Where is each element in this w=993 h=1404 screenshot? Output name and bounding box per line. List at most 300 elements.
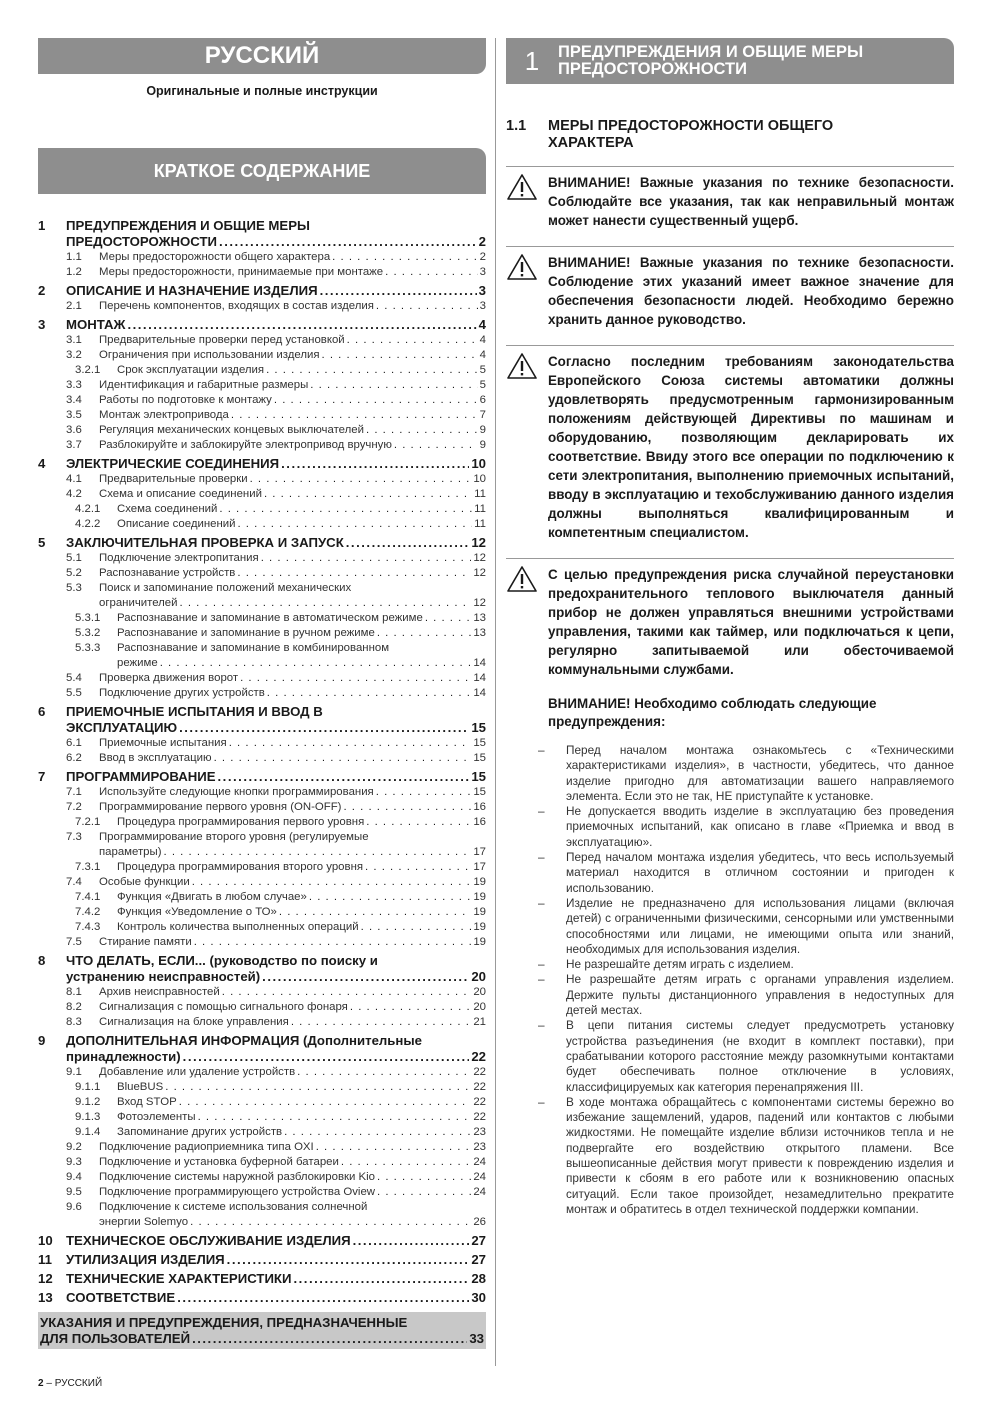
- toc-title: Фотоэлементы: [117, 1111, 196, 1123]
- toc-page: 23: [473, 1141, 486, 1153]
- list-item: [506, 957, 954, 972]
- toc-page: 17: [473, 846, 486, 858]
- toc-title: Процедура программирования второго уровня: [117, 861, 364, 873]
- toc-number: 10: [38, 1233, 53, 1248]
- toc-entry[interactable]: [38, 641, 486, 671]
- toc-page: 14: [473, 672, 486, 684]
- toc-chapter[interactable]: [38, 953, 486, 985]
- toc-page: 10: [471, 456, 486, 471]
- toc-page: 5: [479, 379, 486, 391]
- toc-page: 6: [479, 394, 486, 406]
- toc-entry[interactable]: [38, 1110, 486, 1125]
- toc-number: 7.1: [66, 786, 82, 798]
- toc-page: 9: [479, 439, 486, 451]
- warning-triangle-icon: [506, 352, 548, 542]
- toc-number: 9.3: [66, 1156, 82, 1168]
- toc-number: 7: [38, 769, 46, 784]
- toc-title: ЭЛЕКТРИЧЕСКИЕ СОЕДИНЕНИЯ: [66, 456, 280, 471]
- toc-number: 11: [38, 1252, 52, 1267]
- warning-triangle-icon: [506, 565, 548, 679]
- toc-entry[interactable]: [38, 905, 486, 920]
- toc-number: 9.1.4: [75, 1126, 101, 1138]
- toc-chapter[interactable]: [38, 317, 486, 333]
- toc-page: 14: [473, 657, 486, 669]
- toc-page: 12: [473, 552, 486, 564]
- toc-page: 30: [471, 1290, 486, 1305]
- toc-entry[interactable]: [38, 1140, 486, 1155]
- toc-title: Запоминание других устройств: [117, 1126, 283, 1138]
- list-dash: –: [538, 1018, 545, 1033]
- toc-title: ОПИСАНИЕ И НАЗНАЧЕНИЕ ИЗДЕЛИЯ: [66, 283, 318, 298]
- toc-number: 9.6: [66, 1201, 82, 1213]
- toc-entry[interactable]: [38, 502, 486, 517]
- toc-entry[interactable]: [38, 265, 486, 280]
- toc-number: 12: [38, 1271, 53, 1286]
- list-item-text: Перед началом монтажа ознакомьтесь с «Техническими характеристиками изделия», в частности, убедитесь, что данное изделие пригодно для автоматизации вашего направляемого элемента. Если это не так, НЕ приступайте к установке.: [566, 743, 954, 803]
- right-column: [506, 38, 954, 1217]
- toc-title: Меры предосторожности общего характера: [99, 251, 331, 263]
- toc-title: ДОПОЛНИТЕЛЬНАЯ ИНФОРМАЦИЯ (Дополнительные: [66, 1033, 422, 1048]
- list-item: [506, 1095, 954, 1217]
- toc-entry[interactable]: [38, 333, 486, 348]
- toc-banner: КРАТКОЕ СОДЕРЖАНИЕ: [38, 148, 486, 194]
- toc-title: Подключение к системе использования солнечной: [99, 1201, 368, 1213]
- toc-chapter[interactable]: [38, 1271, 486, 1287]
- toc-number: 4.1: [66, 473, 82, 485]
- toc-chapter[interactable]: [38, 1033, 486, 1065]
- toc-number: 3: [38, 317, 46, 332]
- user-entry-line2: ДЛЯ ПОЛЬЗОВАТЕЛЕЙ: [40, 1331, 191, 1346]
- toc-number: 4.2.2: [75, 518, 101, 530]
- toc-title: Особые функции: [99, 876, 190, 888]
- warning-text: С целью предупреждения риска случайной переустановки предохранительного теплового выключателя данный прибор не должен управляться внешними устройствами управления, такими как таймер, или подключаться к цепи, регулярно запитываемой или обесточиваемой коммунальными службами.: [548, 567, 954, 677]
- toc-title: BlueBUS: [117, 1081, 164, 1093]
- toc-number: 3.2: [66, 349, 82, 361]
- toc-number: 5.5: [66, 687, 82, 699]
- toc-number: 1.2: [66, 266, 82, 278]
- toc-number: 7.2.1: [75, 816, 101, 828]
- toc-number: 5.2: [66, 567, 82, 579]
- toc-entry[interactable]: [38, 551, 486, 566]
- attention-heading: ВНИМАНИЕ! Необходимо соблюдать следующие предупреждения:: [548, 696, 877, 729]
- toc-entry[interactable]: [38, 1015, 486, 1030]
- toc-page: 11: [474, 503, 486, 515]
- toc-title: Сигнализация с помощью сигнального фонаря: [99, 1001, 348, 1013]
- toc-number: 5.3: [66, 582, 82, 594]
- toc-number: 7.5: [66, 936, 82, 948]
- toc-page: 3: [479, 300, 486, 312]
- toc-entry[interactable]: [38, 1170, 486, 1185]
- toc-page: 5: [479, 364, 486, 376]
- toc-entry[interactable]: [38, 815, 486, 830]
- toc-number: 9.1.2: [75, 1096, 101, 1108]
- toc-title: ПРОГРАММИРОВАНИЕ: [66, 769, 216, 784]
- toc-page: 23: [473, 1126, 486, 1138]
- toc-title: Контроль количества выполненных операций: [117, 921, 359, 933]
- toc-title-continued: энергии Solemyo: [99, 1216, 189, 1228]
- toc-entry[interactable]: [38, 935, 486, 950]
- toc-title: ПРЕДУПРЕЖДЕНИЯ И ОБЩИЕ МЕРЫ: [66, 218, 310, 233]
- list-item-text: В ходе монтажа обращайтесь с компонентами системы бережно во избежание защемлений, ударов, падений или контактов с любыми жидкостями. Не помещайте изделие вблизи источников тепла и не подвергайте его воздействию открытого пламени. Все вышеописанные действия могут привести к повреждению изделия и привести к сбоям в его работе или к возникновению опасных ситуаций. Если такое произойдет, незамедлительно прекратите монтаж и обратитесь в отдел технической поддержки компании.: [566, 1094, 954, 1216]
- toc-title: МОНТАЖ: [66, 317, 126, 332]
- toc-title: Регуляция механических концевых выключателей: [99, 424, 364, 436]
- section-title-line2: ПРЕДОСТОРОЖНОСТИ: [558, 60, 747, 78]
- toc-page: 24: [473, 1186, 486, 1198]
- toc-page: 12: [473, 567, 486, 579]
- toc-number: 1.1: [66, 251, 82, 263]
- subsection-heading: [506, 118, 954, 152]
- list-item: [506, 850, 954, 896]
- toc-page: 26: [473, 1216, 486, 1228]
- toc-entry[interactable]: [38, 363, 486, 378]
- toc-title: Подключение и установка буферной батареи: [99, 1156, 339, 1168]
- list-item-text: Не допускается вводить изделие в эксплуатацию без проведения приемочных испытаний, как описано в главе «Приемка и ввод в эксплуатацию».: [566, 804, 954, 849]
- toc-page: 15: [473, 737, 486, 749]
- toc-title: Добавление или удаление устройств: [99, 1066, 296, 1078]
- warning-text: ВНИМАНИЕ! Важные указания по технике безопасности. Соблюдение этих указаний имеет важное значение для обеспечения безопасности людей. Необходимо бережно хранить данное руководство.: [548, 255, 954, 327]
- toc-entry[interactable]: [38, 1065, 486, 1080]
- toc-title: ЗАКЛЮЧИТЕЛЬНАЯ ПРОВЕРКА И ЗАПУСК: [66, 535, 344, 550]
- toc-number: 9.1.3: [75, 1111, 101, 1123]
- list-item: [506, 804, 954, 850]
- list-item: [506, 1018, 954, 1094]
- toc-entry[interactable]: [38, 408, 486, 423]
- toc-title: Подключение программирующего устройства Oview: [99, 1186, 375, 1198]
- toc-number: 7.4.1: [75, 891, 101, 903]
- toc-title: Схема соединений: [117, 503, 218, 515]
- toc-number: 3.4: [66, 394, 82, 406]
- toc-title: Предварительные проверки перед установкой: [99, 334, 345, 346]
- toc-number: 7.4.2: [75, 906, 101, 918]
- toc-page: 11: [474, 488, 486, 500]
- toc-entry[interactable]: [38, 671, 486, 686]
- toc-number: 3.2.1: [75, 364, 101, 376]
- toc-number: 3.5: [66, 409, 82, 421]
- subtitle: Оригинальные и полные инструкции: [146, 84, 378, 98]
- toc-title-continued: ЭКСПЛУАТАЦИЮ: [66, 720, 178, 735]
- toc-title: Распознавание и запоминание в ручном режиме: [117, 627, 375, 639]
- toc-number: 7.3: [66, 831, 82, 843]
- toc-entry[interactable]: [38, 487, 486, 502]
- toc-page: 15: [473, 752, 486, 764]
- toc-entry[interactable]: [38, 1095, 486, 1110]
- toc-entry[interactable]: [38, 1080, 486, 1095]
- toc-page: 17: [473, 861, 486, 873]
- user-instructions-entry[interactable]: [38, 1312, 486, 1349]
- toc-title-continued: режиме: [117, 657, 158, 669]
- toc-page: 15: [473, 786, 486, 798]
- user-entry-page: 33: [469, 1331, 484, 1346]
- toc-title: Проверка движения ворот: [99, 672, 239, 684]
- toc-entry[interactable]: [38, 736, 486, 751]
- toc-number: 7.4.3: [75, 921, 101, 933]
- toc-chapter[interactable]: [38, 704, 486, 736]
- toc-page: 13: [473, 627, 486, 639]
- toc-number: 7.4: [66, 876, 82, 888]
- toc-chapter[interactable]: [38, 1233, 486, 1249]
- toc-number: 5.3.1: [75, 612, 101, 624]
- toc-title: Подключение системы наружной разблокировки Kio: [99, 1171, 375, 1183]
- toc-chapter[interactable]: [38, 283, 486, 299]
- toc-number: 1: [38, 218, 46, 233]
- toc-page: 4: [479, 334, 486, 346]
- toc-title: Подключение электропитания: [99, 552, 259, 564]
- toc-entry[interactable]: [38, 581, 486, 611]
- toc-page: 28: [471, 1271, 486, 1286]
- toc-number: 5.3.3: [75, 642, 101, 654]
- toc-page: 22: [473, 1066, 486, 1078]
- toc-entry[interactable]: [38, 517, 486, 532]
- toc-page: 4: [479, 349, 486, 361]
- toc-entry[interactable]: [38, 800, 486, 815]
- warning-text: ВНИМАНИЕ! Важные указания по технике безопасности. Соблюдайте все указания, так как неправильный монтаж может нанести существенный ущерб.: [548, 175, 954, 228]
- toc-number: 9.1: [66, 1066, 82, 1078]
- toc-entry[interactable]: [38, 686, 486, 701]
- toc-title: Ввод в эксплуатацию: [99, 752, 212, 764]
- toc-number: 5.4: [66, 672, 82, 684]
- warning-text: Согласно последним требованиям законодательства Европейского Союза системы автоматики должны удовлетворять предусмотренным гармонизированным положениям действующей Директивы по машинам и оборудованию, позволяющим декларировать их соответствие. Ввиду этого все операции по подключению к сети электропитания, выполнению приемочных испытаний, вводу в эксплуатацию и техобслуживанию данного изделия должны выполняться квалифицированным и компетентным специалистом.: [548, 354, 954, 540]
- toc-chapter[interactable]: [38, 535, 486, 551]
- toc-page: 9: [479, 424, 486, 436]
- toc-page: 27: [471, 1233, 486, 1248]
- toc-number: 9.5: [66, 1186, 82, 1198]
- toc-title: Меры предосторожности, принимаемые при монтаже: [99, 266, 384, 278]
- list-item: [506, 896, 954, 957]
- page-footer: 2 – РУССКИЙ: [38, 1378, 103, 1389]
- toc-page: 19: [473, 876, 486, 888]
- toc-title: Стирание памяти: [99, 936, 192, 948]
- warning-block: [506, 345, 954, 542]
- toc-chapter[interactable]: [38, 218, 486, 250]
- toc-chapter[interactable]: [38, 456, 486, 472]
- toc-title-continued: принадлежности): [66, 1049, 181, 1064]
- toc-number: 13: [38, 1290, 53, 1305]
- toc-entry[interactable]: [38, 920, 486, 935]
- toc-chapter[interactable]: [38, 1290, 486, 1306]
- toc-page: 19: [473, 921, 486, 933]
- toc-number: 8: [38, 953, 46, 968]
- toc-number: 7.3.1: [75, 861, 101, 873]
- toc-title: ТЕХНИЧЕСКОЕ ОБСЛУЖИВАНИЕ ИЗДЕЛИЯ: [66, 1233, 351, 1248]
- list-item: [506, 972, 954, 1018]
- toc-title: Подключение других устройств: [99, 687, 265, 699]
- toc-number: 5.1: [66, 552, 82, 564]
- toc-title-continued: ограничителей: [99, 597, 178, 609]
- toc-page: 21: [473, 1016, 486, 1028]
- toc-title: ЧТО ДЕЛАТЬ, ЕСЛИ... (руководство по поиску и: [66, 953, 378, 968]
- column-divider: [495, 38, 496, 1366]
- toc-entry[interactable]: [38, 566, 486, 581]
- toc-title: ПРИЕМОЧНЫЕ ИСПЫТАНИЯ И ВВОД В: [66, 704, 323, 719]
- toc-entry[interactable]: [38, 626, 486, 641]
- toc-page: 10: [473, 473, 486, 485]
- toc-page: 20: [473, 986, 486, 998]
- toc-number: 2: [38, 283, 46, 298]
- toc-title: Схема и описание соединений: [99, 488, 262, 500]
- toc-title: Поиск и запоминание положений механических: [99, 582, 352, 594]
- subsection-number: 1.1: [506, 118, 527, 134]
- toc-title: Перечень компонентов, входящих в состав изделия: [99, 300, 374, 312]
- toc-number: 4: [38, 456, 46, 471]
- warning-block: [506, 166, 954, 230]
- toc-chapter[interactable]: [38, 1252, 486, 1268]
- precautions-list: [506, 743, 954, 1217]
- toc-page: 3: [479, 266, 486, 278]
- toc-page: 4: [478, 317, 486, 332]
- toc-page: 22: [473, 1111, 486, 1123]
- toc-title: Вход STOP: [117, 1096, 177, 1108]
- toc-title: Функция «Уведомление о ТО»: [117, 906, 277, 918]
- table-of-contents: [38, 218, 486, 1306]
- toc-entry[interactable]: [38, 890, 486, 905]
- toc-chapter[interactable]: [38, 769, 486, 785]
- toc-title: Распознавание и запоминание в автоматическом режиме: [117, 612, 423, 624]
- toc-number: 4.2: [66, 488, 82, 500]
- toc-entry[interactable]: [38, 423, 486, 438]
- toc-entry[interactable]: [38, 875, 486, 890]
- toc-page: 24: [473, 1171, 486, 1183]
- toc-number: 3.6: [66, 424, 82, 436]
- list-dash: –: [538, 895, 545, 910]
- toc-title: Идентификация и габаритные размеры: [99, 379, 309, 391]
- toc-number: 3.1: [66, 334, 82, 346]
- toc-title: Сигнализация на блоке управления: [99, 1016, 289, 1028]
- toc-page: 27: [471, 1252, 486, 1267]
- toc-entry[interactable]: [38, 378, 486, 393]
- toc-title: Распознавание и запоминание в комбинированном: [117, 642, 390, 654]
- list-item-text: Не разрешайте детям играть с органами управления изделием. Держите пульты дистанционного управления в недоступных для детей местах.: [566, 972, 954, 1018]
- toc-page: 22: [473, 1081, 486, 1093]
- list-item-text: Изделие не предназначено для использования лицами (включая детей) с ограниченными физическими, сенсорными или умственными способностями или лицами, не имеющими опыта или знаний, необходимых для использования изделия.: [566, 895, 954, 956]
- list-dash: –: [538, 804, 545, 819]
- footer-page-number: 2: [38, 1378, 44, 1389]
- toc-page: 14: [473, 687, 486, 699]
- toc-page: 11: [474, 518, 486, 530]
- toc-page: 20: [473, 1001, 486, 1013]
- toc-number: 6.2: [66, 752, 82, 764]
- toc-entry[interactable]: [38, 860, 486, 875]
- toc-entry[interactable]: [38, 830, 486, 860]
- toc-title: Подключение радиоприемника типа OXI: [99, 1141, 314, 1153]
- toc-number: 9.2: [66, 1141, 82, 1153]
- toc-title: Архив неисправностей: [99, 986, 220, 998]
- toc-entry[interactable]: [38, 250, 486, 265]
- toc-entry[interactable]: [38, 393, 486, 408]
- toc-number: 5: [38, 535, 46, 550]
- footer-language: РУССКИЙ: [54, 1378, 103, 1389]
- toc-page: 12: [471, 535, 486, 550]
- warning-block: [506, 246, 954, 329]
- warning-triangle-icon: [506, 173, 548, 230]
- toc-entry[interactable]: [38, 1200, 486, 1230]
- toc-entry[interactable]: [38, 751, 486, 766]
- toc-number: 2.1: [66, 300, 82, 312]
- toc-page: 19: [473, 936, 486, 948]
- toc-number: 5.3.2: [75, 627, 101, 639]
- toc-title: Разблокируйте и заблокируйте электропривод вручную: [99, 439, 392, 451]
- toc-entry[interactable]: [38, 299, 486, 314]
- toc-entry[interactable]: [38, 1185, 486, 1200]
- toc-page: 16: [473, 816, 486, 828]
- toc-number: 7.2: [66, 801, 82, 813]
- toc-entry[interactable]: [38, 611, 486, 626]
- section-title-line1: ПРЕДУПРЕЖДЕНИЯ И ОБЩИЕ МЕРЫ: [558, 43, 864, 61]
- toc-entry[interactable]: [38, 1000, 486, 1015]
- list-dash: –: [538, 850, 545, 865]
- toc-entry[interactable]: [38, 348, 486, 363]
- toc-entry[interactable]: [38, 438, 486, 453]
- toc-page: 19: [473, 891, 486, 903]
- toc-number: 3.7: [66, 439, 82, 451]
- toc-title-continued: параметры): [99, 846, 162, 858]
- toc-page: 20: [471, 969, 486, 984]
- list-dash: –: [538, 957, 545, 972]
- warning-block: [506, 558, 954, 679]
- toc-title: Работы по подготовке к монтажу: [99, 394, 272, 406]
- toc-title: Программирование второго уровня (регулируемые: [99, 831, 369, 843]
- toc-page: 2: [479, 251, 486, 263]
- toc-number: 9.1.1: [75, 1081, 101, 1093]
- toc-number: 3.3: [66, 379, 82, 391]
- toc-title: Срок эксплуатации изделия: [117, 364, 265, 376]
- user-entry-line1: УКАЗАНИЯ И ПРЕДУПРЕЖДЕНИЯ, ПРЕДНАЗНАЧЕННЫЕ: [40, 1315, 408, 1330]
- toc-page: 2: [478, 234, 486, 249]
- section-number: 1: [524, 45, 540, 76]
- toc-number: 4.2.1: [75, 503, 101, 515]
- toc-number: 6: [38, 704, 46, 719]
- toc-page: 13: [473, 612, 486, 624]
- toc-page: 3: [478, 283, 486, 298]
- list-item: [506, 743, 954, 804]
- toc-page: 24: [473, 1156, 486, 1168]
- toc-page: 19: [473, 906, 486, 918]
- warnings-list: [506, 166, 954, 679]
- toc-title: Приемочные испытания: [99, 737, 227, 749]
- toc-title: ТЕХНИЧЕСКИЕ ХАРАКТЕРИСТИКИ: [66, 1271, 292, 1286]
- toc-page: 15: [471, 769, 486, 784]
- toc-title: Предварительные проверки: [99, 473, 248, 485]
- toc-page: 22: [473, 1096, 486, 1108]
- toc-number: 8.1: [66, 986, 82, 998]
- toc-title: Распознавание устройств: [99, 567, 236, 579]
- toc-number: 8.2: [66, 1001, 82, 1013]
- toc-page: 12: [473, 597, 486, 609]
- toc-entry[interactable]: [38, 1155, 486, 1170]
- toc-title-continued: устранению неисправностей): [66, 969, 261, 984]
- section-banner: [506, 38, 954, 84]
- list-item-text: Не разрешайте детям играть с изделием.: [566, 957, 794, 972]
- toc-page: 22: [471, 1049, 486, 1064]
- left-column: [38, 38, 486, 1349]
- toc-title: Ограничения при использовании изделия: [99, 349, 320, 361]
- toc-number: 6.1: [66, 737, 82, 749]
- toc-entry[interactable]: [38, 1125, 486, 1140]
- toc-entry[interactable]: [38, 985, 486, 1000]
- toc-title: Функция «Двигать в любом случае»: [117, 891, 307, 903]
- toc-number: 8.3: [66, 1016, 82, 1028]
- toc-title: Программирование первого уровня (ON-OFF): [99, 801, 342, 813]
- toc-title: Процедура программирования первого уровня: [117, 816, 365, 828]
- toc-entry[interactable]: [38, 785, 486, 800]
- toc-title: УТИЛИЗАЦИЯ ИЗДЕЛИЯ: [66, 1252, 225, 1267]
- toc-entry[interactable]: [38, 472, 486, 487]
- toc-title: Используйте следующие кнопки программирования: [99, 786, 374, 798]
- toc-page: 15: [471, 720, 486, 735]
- list-item-text: В цепи питания системы следует предусмотреть установку устройства разъединения (не входит в комплект поставки), при срабатывании которого расстояние между разомкнутыми контактами будет обеспечивать полное отключение в условиях, классифицируемых как категория перенапряжения III.: [566, 1018, 954, 1094]
- toc-page: 7: [479, 409, 486, 421]
- warning-triangle-icon: [506, 253, 548, 329]
- toc-number: 9.4: [66, 1171, 82, 1183]
